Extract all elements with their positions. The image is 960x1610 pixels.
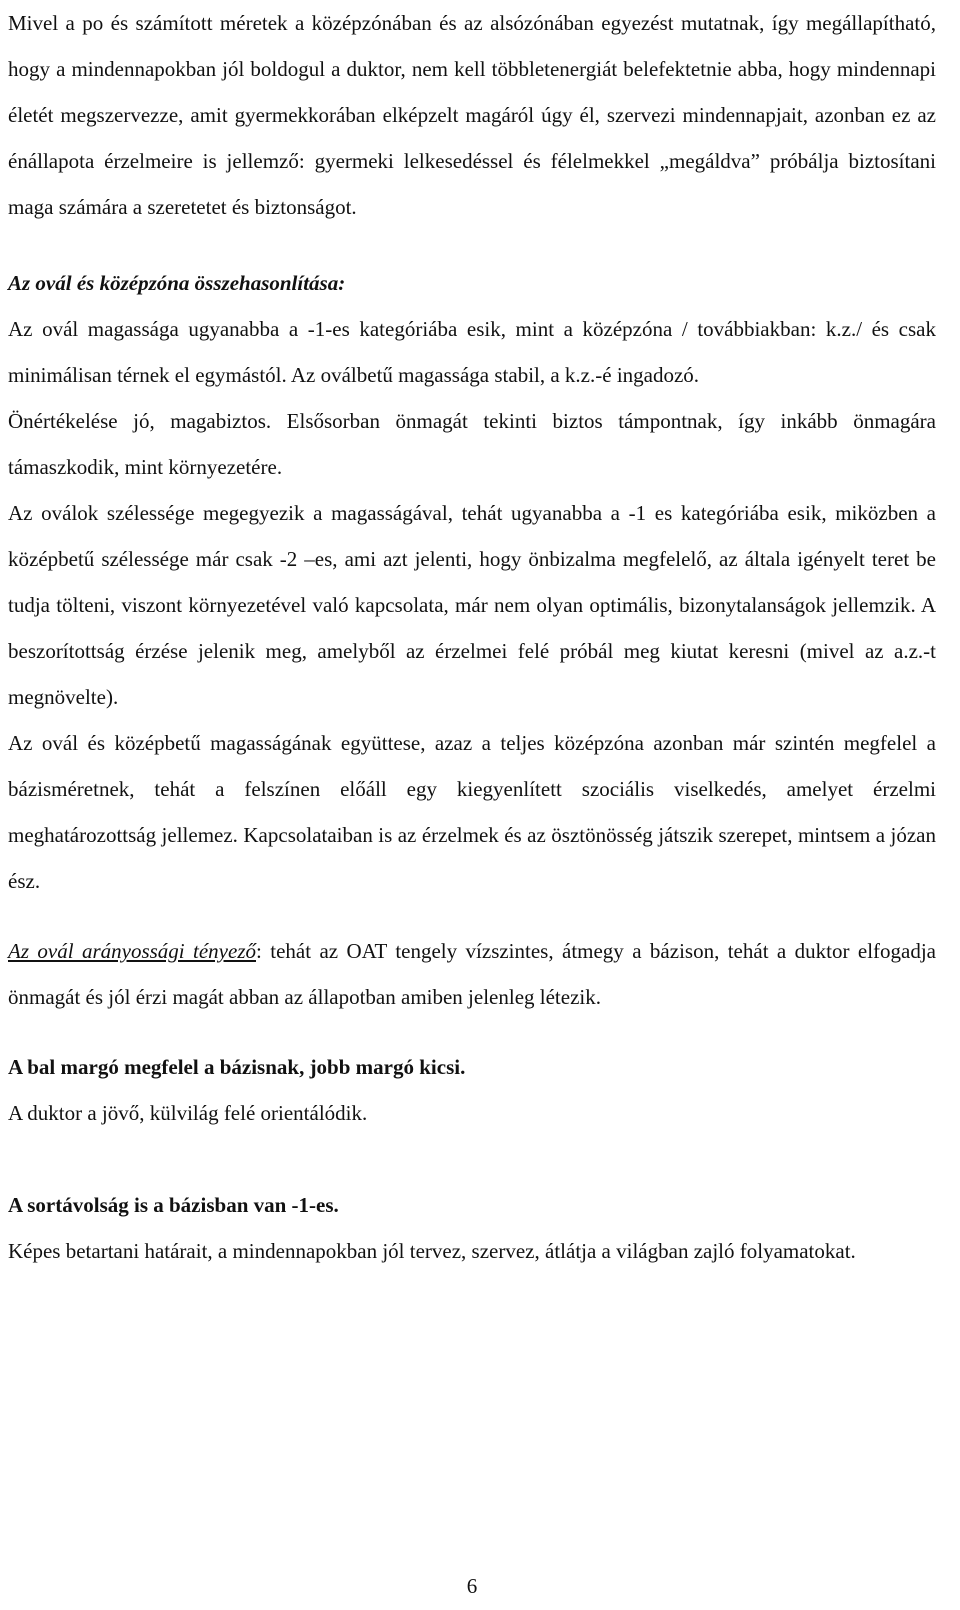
paragraph-intro: Mivel a po és számított méretek a középzónában és az alsózónában egyezést mutatnak, így megállapítható, hogy a mindennapokban jól boldogul a duktor, nem kell többletenergiát belefektetnie abba, hogy mindennapi életét megszervezze, amit gyermekkorában elképzelt magáról úgy él, szervezi mindennapjait, azonban ez az énállapota érzelmeire is jellemző: gyermeki lelkesedéssel és félelmekkel „megáldva” próbálja biztosítani maga számára a szeretetet és biztonságot. [8, 11, 936, 219]
oval-ratio-term [8, 939, 256, 963]
section-heading-line-spacing: A sortávolság is a bázisban van -1-es. [8, 1193, 339, 1217]
section-heading-margin: A bal margó megfelel a bázisnak, jobb margó kicsi. [8, 1055, 466, 1079]
paragraph-middle-zone: Az ovál és középbetű magasságának együttese, azaz a teljes középzóna azonban már szintén megfelel a bázisméretnek, tehát a felszínen előáll egy kiegyenlített szociális viselkedés, amelyet érzelmi meghatározottság jellemez. Kapcsolataiban is az érzelmek és az ösztönösség játszik szerepet, mintsem a józan ész. [8, 731, 936, 893]
paragraph-orientation: A duktor a jövő, külvilág felé orientálódik. [8, 1101, 368, 1125]
paragraph-oval-height: Az ovál magassága ugyanabba a -1-es kategóriába esik, mint a középzóna / továbbiakban: k.z./ és csak minimálisan térnek el egymástól. Az oválbetű magassága stabil, a k.z.-é ingadozó. [8, 317, 936, 387]
oval-ratio-description: : tehát az OAT tengely vízszintes, átmegy a bázison, tehát a duktor elfogadja önmagát és jól érzi magát abban az állapotban amiben jelenleg létezik. [8, 939, 936, 1009]
page-number: 6 [466, 1574, 478, 1598]
document-page [8, 0, 936, 1274]
paragraph-oval-ratio [8, 928, 936, 1020]
paragraph-boundaries: Képes betartani határait, a mindennapokban jól tervez, szervez, átlátja a világban zajló folyamatokat. [8, 1239, 856, 1263]
paragraph-oval-width: Az oválok szélessége megegyezik a magasságával, tehát ugyanabba a -1 es kategóriába esik, miközben a középbetű szélessége már csak -2 –es, ami azt jelenti, hogy önbizalma megfelelő, az általa igényelt teret be tudja tölteni, viszont környezetével való kapcsolata, már nem olyan optimális, bizonytalanságok jellemzik. A beszorítottság érzése jelenik meg, amelyből az érzelmei felé próbál meg kiutat keresni (mivel az a.z.-t megnövelte). [8, 501, 936, 709]
paragraph-self-esteem: Önértékelése jó, magabiztos. Elsősorban önmagát tekinti biztos támpontnak, így inkább önmagára támaszkodik, mint környezetére. [8, 409, 936, 479]
oval-ratio-term-text: Az ovál arányossági tényező [8, 939, 256, 963]
section-heading-oval-comparison: Az ovál és középzóna összehasonlítása: [8, 271, 346, 295]
